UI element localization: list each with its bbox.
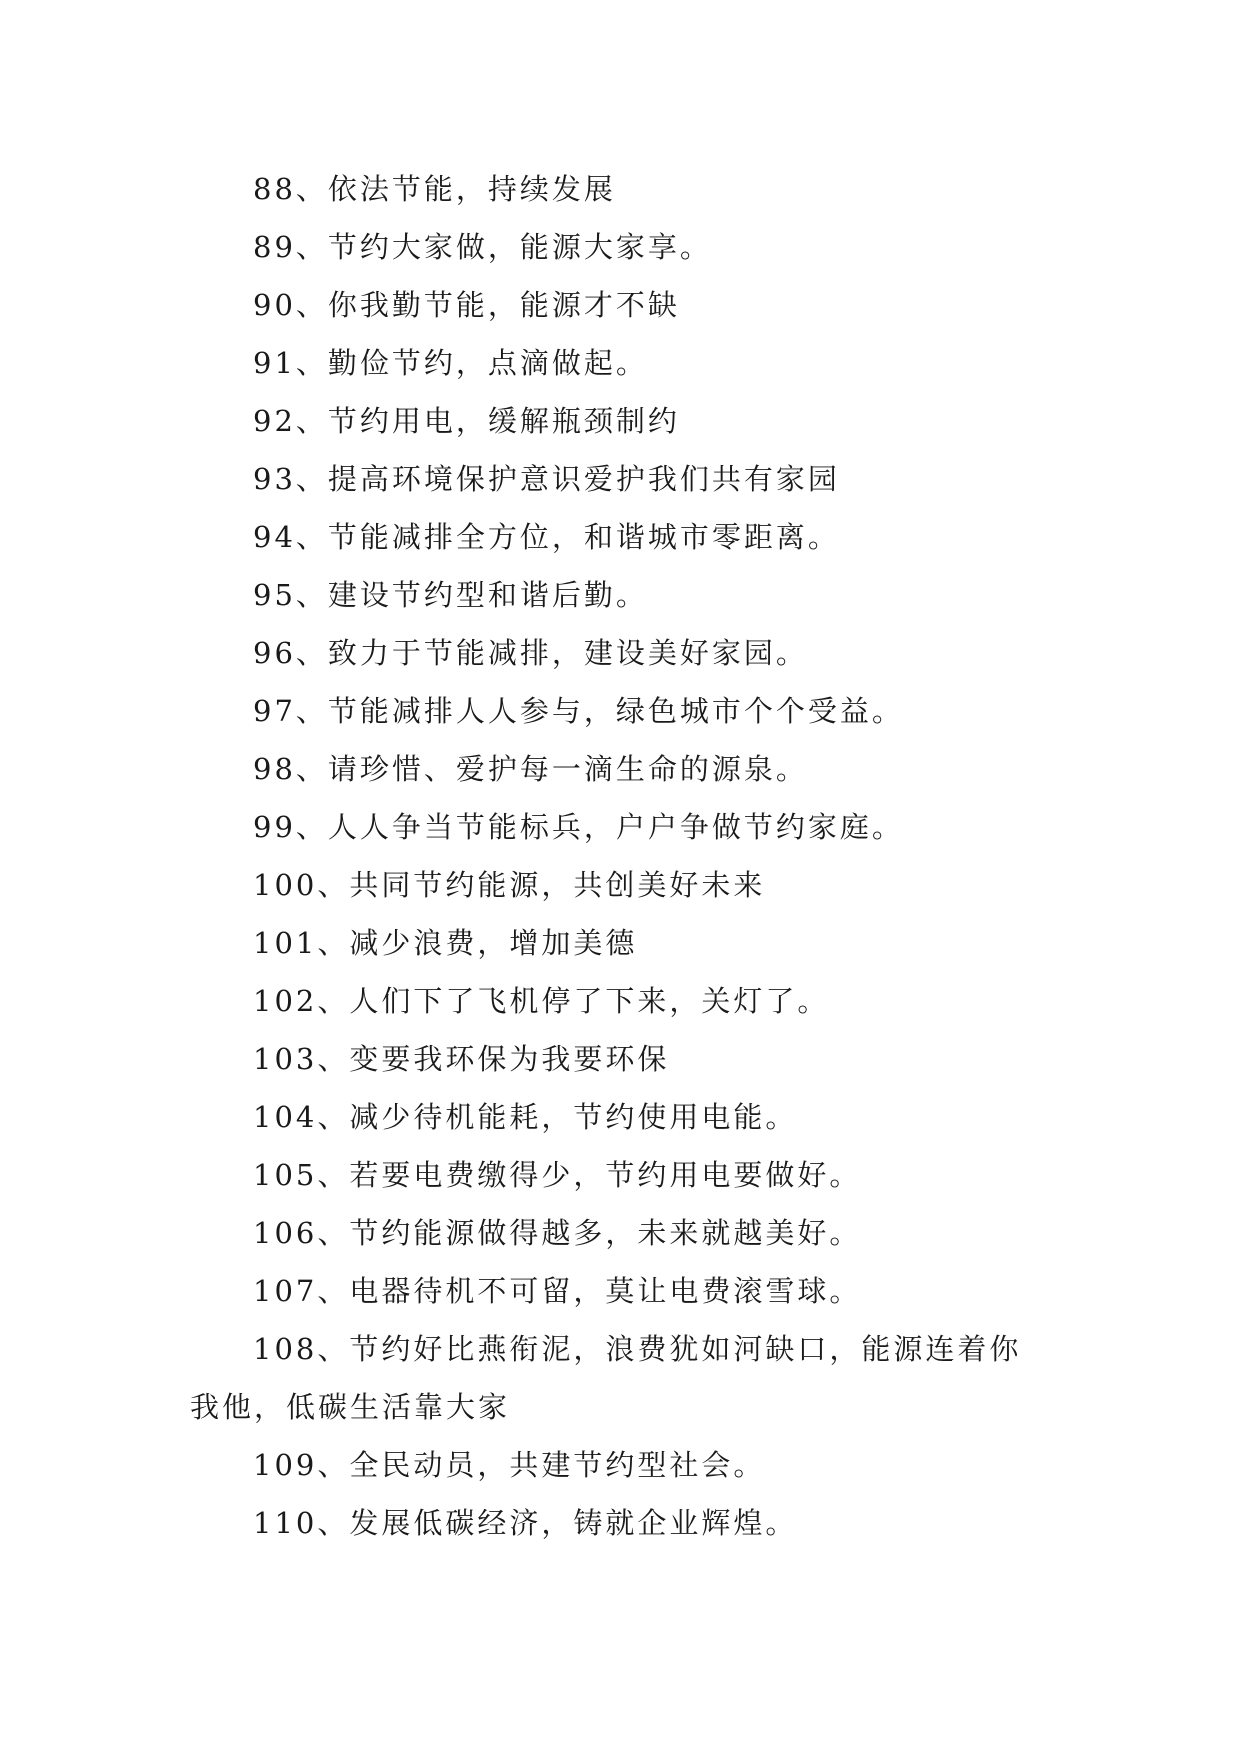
list-item: 93、提高环境保护意识爱护我们共有家园 xyxy=(253,462,840,496)
list-item: 101、减少浪费，增加美德 xyxy=(253,926,638,960)
slogan-list xyxy=(190,160,1060,1552)
list-item: 95、建设节约型和谐后勤。 xyxy=(253,578,648,612)
list-item: 103、变要我环保为我要环保 xyxy=(253,1042,670,1076)
list-item: 105、若要电费缴得少，节约用电要做好。 xyxy=(253,1158,862,1192)
list-item: 107、电器待机不可留，莫让电费滚雪球。 xyxy=(253,1274,862,1308)
list-item: 96、致力于节能减排，建设美好家园。 xyxy=(253,636,808,670)
list-item: 108、节约好比燕衔泥，浪费犹如河缺口，能源连着你 xyxy=(253,1332,1022,1366)
list-item: 97、节能减排人人参与，绿色城市个个受益。 xyxy=(253,694,904,728)
list-item: 89、节约大家做，能源大家享。 xyxy=(253,230,712,264)
list-item: 88、依法节能，持续发展 xyxy=(253,172,616,206)
list-item: 100、共同节约能源，共创美好未来 xyxy=(253,868,766,902)
list-item: 104、减少待机能耗，节约使用电能。 xyxy=(253,1100,798,1134)
list-item: 110、发展低碳经济，铸就企业辉煌。 xyxy=(253,1506,798,1540)
list-item: 98、请珍惜、爱护每一滴生命的源泉。 xyxy=(253,752,808,786)
list-item: 90、你我勤节能，能源才不缺 xyxy=(253,288,680,322)
list-item: 109、全民动员，共建节约型社会。 xyxy=(253,1448,766,1482)
list-item: 99、人人争当节能标兵，户户争做节约家庭。 xyxy=(253,810,904,844)
list-item: 92、节约用电，缓解瓶颈制约 xyxy=(253,404,680,438)
list-item: 106、节约能源做得越多，未来就越美好。 xyxy=(253,1216,862,1250)
list-item: 102、人们下了飞机停了下来，关灯了。 xyxy=(253,984,830,1018)
list-item: 91、勤俭节约，点滴做起。 xyxy=(253,346,648,380)
list-item: 94、节能减排全方位，和谐城市零距离。 xyxy=(253,520,840,554)
list-item-continuation: 我他，低碳生活靠大家 xyxy=(190,1390,511,1424)
